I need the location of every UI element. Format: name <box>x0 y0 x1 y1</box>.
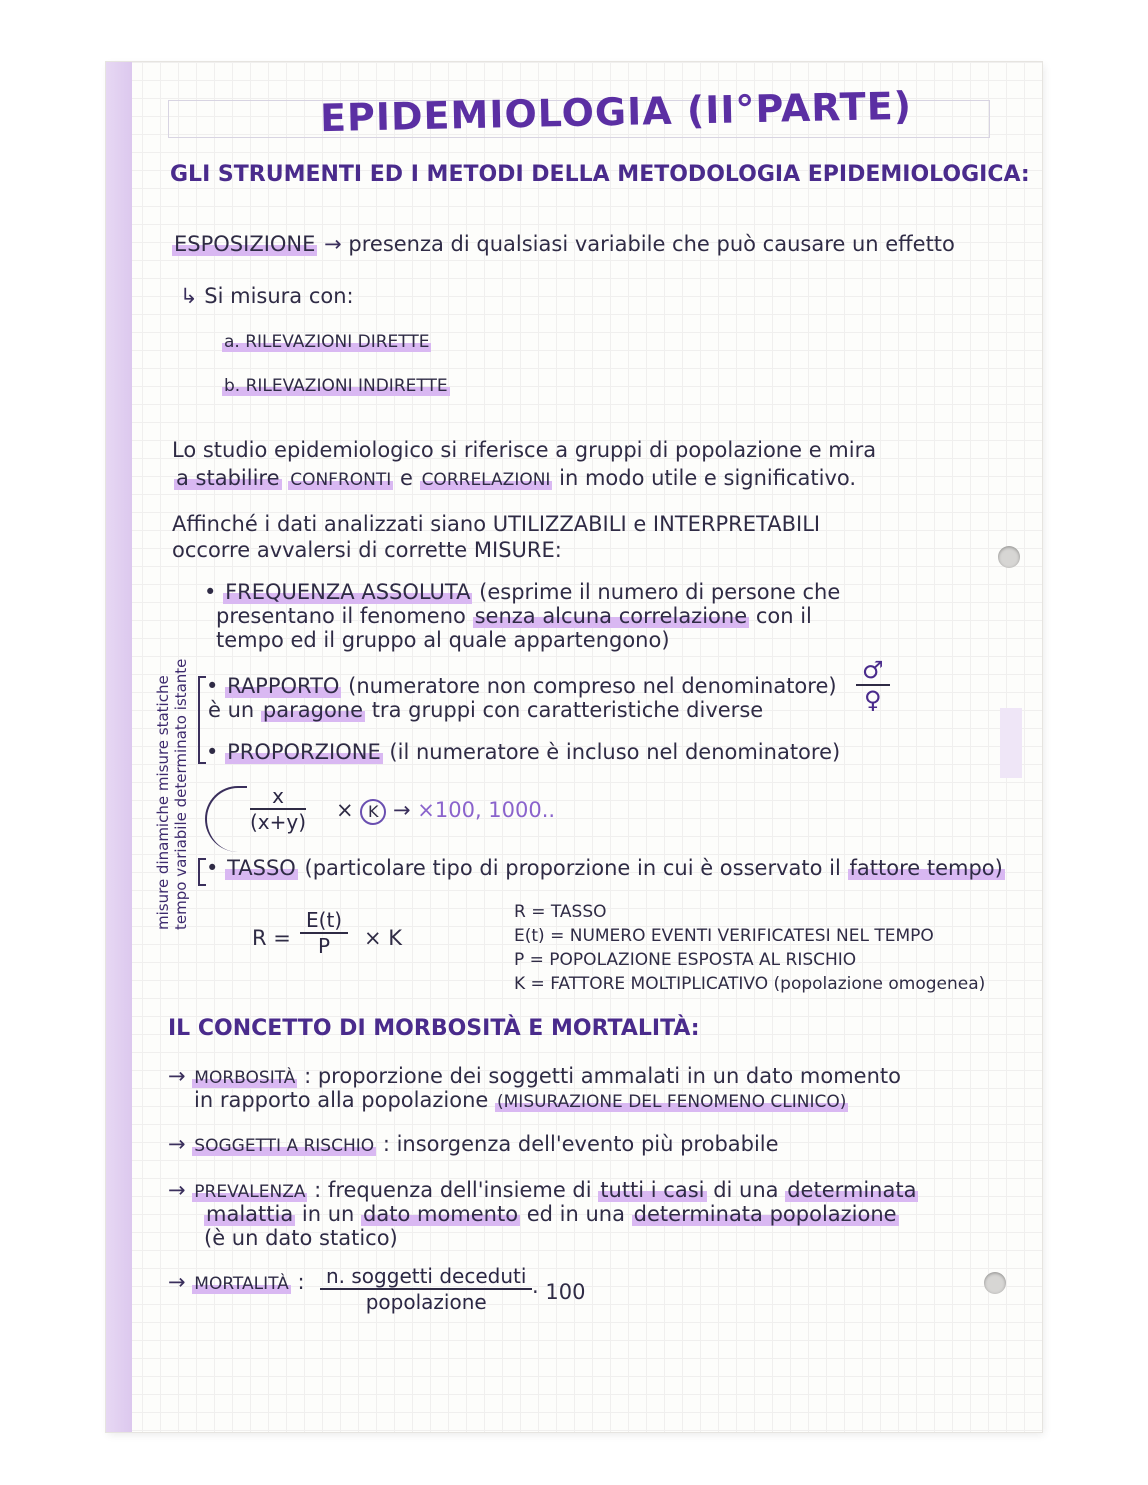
frequenza-line-1 <box>204 580 840 604</box>
tasso-fraction <box>300 908 348 958</box>
gender-fraction <box>856 656 890 714</box>
female-icon: ♀ <box>863 686 882 714</box>
stabilire-text: a stabilire <box>176 466 280 490</box>
side-note-line-2: tempo variabile determinato istante <box>172 658 190 930</box>
formula-rhs: × K <box>364 926 403 950</box>
arrow-right-icon: → <box>324 232 342 256</box>
tasso-text-1: (particolare tipo di proporzione in cui è osservato il <box>304 856 841 880</box>
fraction-denominator: popolazione <box>365 1290 487 1314</box>
prevalenza-line-2 <box>204 1202 899 1226</box>
frequenza-text-1: (esprime il numero di persone che <box>479 580 841 604</box>
bullet: • <box>206 740 219 764</box>
legend-p: P = POPOLAZIONE ESPOSTA AL RISCHIO <box>514 950 857 970</box>
e-text: e <box>399 466 413 490</box>
side-note-misure <box>154 659 190 930</box>
proporzione-text-1: (il numeratore è incluso nel denominatore) <box>389 740 841 764</box>
fraction-denominator: (x+y) <box>250 810 307 834</box>
rapporto-line-2 <box>208 698 763 722</box>
frequenza-line-2 <box>216 604 812 628</box>
prevalenza-text-1hl2: determinata <box>787 1178 917 1202</box>
mortalita-line <box>168 1270 305 1294</box>
mortalita-fraction <box>320 1264 532 1314</box>
page-title: EPIDEMIOLOGIA (II°PARTE) <box>319 83 913 141</box>
frequenza-line-3: tempo ed il gruppo al quale appartengono) <box>216 628 670 652</box>
section-heading-strumenti: GLI STRUMENTI ED I METODI DELLA METODOLOGIA EPIDEMIOLOGICA: <box>170 162 1030 187</box>
rapporto-text-2a: è un <box>208 698 255 722</box>
page-tab <box>1000 708 1022 778</box>
formula-lhs: R = <box>252 926 291 950</box>
times-sign: × <box>336 798 354 822</box>
proporzione-term: PROPORZIONE <box>227 740 381 764</box>
arrow-right-icon: → <box>168 1064 186 1088</box>
fraction-numerator: E(t) <box>300 908 348 934</box>
arrow-right-icon: → <box>168 1270 186 1294</box>
tasso-text-hl: fattore tempo) <box>849 856 1003 880</box>
esposizione-definition: presenza di qualsiasi variabile che può causare un effetto <box>348 232 955 256</box>
legend-e: E(t) = NUMERO EVENTI VERIFICATESI NEL TEMPO <box>514 926 934 946</box>
affinche-line-2: occorre avvalersi di corrette MISURE: <box>172 538 562 562</box>
prevalenza-text-2c: ed in una <box>526 1202 625 1226</box>
esposizione-line <box>172 232 955 256</box>
proporzione-line-1 <box>206 740 840 764</box>
prevalenza-line-1 <box>168 1178 918 1202</box>
frequenza-text-2b: con il <box>755 604 812 628</box>
prevalenza-text-2b: in un <box>301 1202 355 1226</box>
side-note-line-1: misure dinamiche misure statiche <box>154 675 172 930</box>
proporzione-multiplier <box>336 798 555 825</box>
prevalenza-term: PREVALENZA <box>194 1182 306 1202</box>
esposizione-term: ESPOSIZIONE <box>174 232 316 256</box>
bullet: • <box>206 856 219 880</box>
male-icon: ♂ <box>856 656 890 686</box>
prevalenza-text-2hl2: determinata popolazione <box>633 1202 897 1226</box>
morbosita-line-2 <box>194 1088 848 1112</box>
confronti-text: CONFRONTI <box>290 470 392 490</box>
brace-static <box>198 676 206 764</box>
binder-hole <box>998 546 1020 568</box>
arrow-right-icon: → <box>168 1178 186 1202</box>
si-misura-text: Si misura con: <box>204 284 354 308</box>
rapporto-text-2b: tra gruppi con caratteristiche diverse <box>371 698 764 722</box>
item-a-text: a. RILEVAZIONI DIRETTE <box>224 332 430 352</box>
item-b-text: b. RILEVAZIONI INDIRETTE <box>224 376 448 396</box>
morbosita-line-1 <box>168 1064 901 1088</box>
legend-r: R = TASSO <box>514 902 607 922</box>
multiplier-values: ×100, 1000.. <box>417 798 556 822</box>
frequenza-term: FREQUENZA ASSOLUTA <box>225 580 471 604</box>
morbosita-term: MORBOSITÀ <box>194 1068 296 1088</box>
brace-dynamic <box>198 858 206 886</box>
page-margin-strip <box>106 62 132 1432</box>
soggetti-line <box>168 1132 779 1156</box>
fraction-numerator: x <box>250 784 306 810</box>
item-b <box>222 376 450 396</box>
soggetti-term: SOGGETTI A RISCHIO <box>194 1136 375 1156</box>
arrow-right-icon: → <box>168 1132 186 1156</box>
si-misura-line <box>180 284 354 308</box>
tasso-line-1 <box>206 856 1005 880</box>
legend-k: K = FATTORE MOLTIPLICATIVO (popolazione omogenea) <box>514 974 986 994</box>
frequenza-text-2hl: senza alcuna correlazione <box>474 604 748 628</box>
bullet: • <box>204 580 217 604</box>
morbosita-text-hl: (MISURAZIONE DEL FENOMENO CLINICO) <box>497 1092 847 1112</box>
studio-line-1: Lo studio epidemiologico si riferisce a gruppi di popolazione e mira <box>172 438 877 462</box>
studio-line-2 <box>174 466 856 490</box>
mortalita-term: MORTALITÀ <box>194 1274 289 1294</box>
fraction-denominator: P <box>318 934 331 958</box>
item-a <box>222 332 431 352</box>
prevalenza-text-1b: di una <box>713 1178 779 1202</box>
section-heading-morbosita: IL CONCETTO DI MORBOSITÀ E MORTALITÀ: <box>168 1016 700 1041</box>
rapporto-line-1 <box>206 674 837 698</box>
morbosita-text-2: in rapporto alla popolazione <box>194 1088 489 1112</box>
binder-hole <box>984 1272 1006 1294</box>
arrow-right-icon: → <box>392 798 411 822</box>
bullet: • <box>206 674 219 698</box>
prevalenza-text-1hl: tutti i casi <box>600 1178 705 1202</box>
studio-end-text: in modo utile e significativo. <box>559 466 857 490</box>
mortalita-multiplier: · 100 <box>532 1280 586 1304</box>
rapporto-term: RAPPORTO <box>227 674 340 698</box>
prevalenza-text-2hl: dato momento <box>363 1202 519 1226</box>
prevalenza-text-1a: : frequenza dell'insieme di <box>314 1178 592 1202</box>
rapporto-text-1: (numeratore non compreso nel denominatore) <box>348 674 837 698</box>
affinche-line-1: Affinché i dati analizzati siano UTILIZZABILI e INTERPRETABILI <box>172 512 821 536</box>
k-circled: K <box>360 799 386 825</box>
tasso-term: TASSO <box>227 856 296 880</box>
proporzione-fraction <box>250 784 306 834</box>
correlazioni-text: CORRELAZIONI <box>421 470 551 490</box>
rapporto-text-2hl: paragone <box>262 698 364 722</box>
bend-arrow-icon: ↳ <box>180 284 198 308</box>
prevalenza-line-3: (è un dato statico) <box>204 1226 398 1250</box>
soggetti-text: : insorgenza dell'evento più probabile <box>382 1132 779 1156</box>
prevalenza-text-2a: malattia <box>206 1202 294 1226</box>
colon: : <box>297 1270 305 1294</box>
morbosita-text-1: : proporzione dei soggetti ammalati in un dato momento <box>304 1064 901 1088</box>
frequenza-text-2a: presentano il fenomeno <box>216 604 466 628</box>
fraction-numerator: n. soggetti deceduti <box>320 1264 532 1290</box>
